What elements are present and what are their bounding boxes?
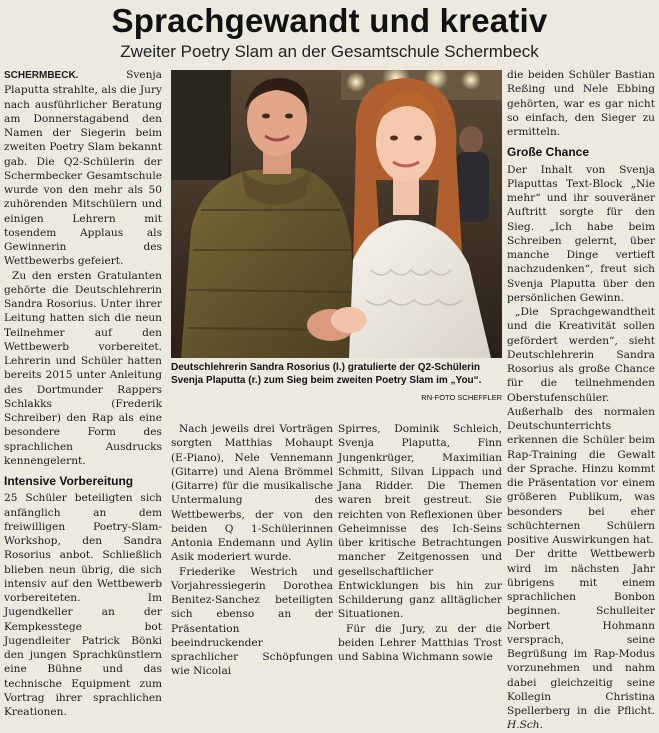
headline: Sprachgewandt und kreativ (111, 2, 548, 39)
paragraph: Für die Jury, zu der die beiden Lehrer Matthias Trost und Sabina Wichmann sowie (338, 622, 502, 663)
article-column-4 (507, 68, 655, 733)
caption-text: Deutschlehrerin Sandra Rosorius (l.) gratulierte der Q2-Schülerin Svenja Plaputta (r.) zum Sieg beim zweiten Poetry Slam im „You“. (171, 362, 482, 386)
subheadline: Zweiter Poetry Slam an der Gesamtschule Schermbeck (120, 42, 539, 61)
paragraph: Nach jeweils drei Vorträgen sorgten Matthias Mohaupt (E-Piano), Nele Vennemann (Gitarre) und Alena Brömmel (Gitarre) für die musikalische Untermalung des Wettbewerbs, der von den beiden Q 1-Schülerinnen Antonia Endemann und Aylin Asik moderiert wurde. (171, 423, 333, 564)
paragraph-text: Der dritte Wettbewerb wird im nächsten Jahr übrigens mit einem sprachlichen Bonbon beginnen. Schulleiter Norbert Hohmann versprach, seine Begrüßung im Rap-Modus vorzunehmen und nahm dabei gleichzeitig seine Kollegin Christina Spellerberg in die Pflicht. (507, 548, 655, 717)
paragraph: Friederike Westrich und Vorjahressiegerin Dorothea Benitez-Sanchez beteiligten sich ebenso an der Präsentation beeindruckender sprachlicher Schöpfungen wie Nicolai (171, 565, 333, 678)
paragraph: Der Inhalt von Svenja Plaputtas Text-Block „Nie mehr“ und ihr souveräner Auftritt sorgte für den Sieg. „Ich habe beim Schreiben gelernt, über manche Dinge vertieft nachzudenken“, freut sich Svenja Plaputta über den persönlichen Gewinn. (507, 163, 655, 304)
paragraph: Zu den ersten Gratulanten gehörte die Deutschlehrerin Sandra Rosorius. Unter ihrer Leitung hatten sich die neun Teilnehmer auf den Wettbewerb vorbereitet. Lehrerin und Schüler hatten bereits 2015 unter Anleitung des Dortmunder Rappers Schlakks (Frederik Schreiber) den Rap als eine besondere Form des sprachlichen Ausdrucks kennengelernt. (4, 269, 162, 467)
photo-caption (171, 361, 502, 404)
paragraph (4, 68, 162, 269)
paragraph-text: Svenja Plaputta strahlte, als die Jury nach ausführlicher Beratung am Donnerstagabend den Namen der Siegerin beim zweiten Poetry Slam bekannt gab. Die Q2-Schülerin der Schermbecker Gesamtschule wurde von den mehr als 50 zuhörenden Mitschülern und einigen Lehrern mit tosendem Applaus als Gewinnerin des Wettbewerbs gefeiert. (4, 69, 162, 268)
paragraph: 25 Schüler beteiligten sich anfänglich an dem freiwilligen Poetry-Slam-Workshop, den Sandra Rosorius anbot. Schließlich blieben neun übrig, die sich intensiv auf den Wettbewerb vorbereiteten. Im Jugendkeller an der Kempkesstege bot Jugendleiter Patrick Bönki den jungen Sprachkünstlern eine Bühne und das technische Equipment zum Vortrag ihrer sprachlichen Kreationen. (4, 492, 162, 718)
dateline: SCHERMBECK. (4, 70, 79, 81)
paragraph: Spirres, Dominik Schleich, Svenja Plaputta, Finn Jungenkrüger, Maximilian Schmitt, Silvan Lippach und Jana Ridder. Die Themen waren breit gestreut. Sie reichten von Reflexionen über Geheimnisse des Ich-Seins über kritische Betrachtungen mancher Zeitgenossen und gesellschaftlicher Entwicklungen bis hin zur Schilderung ganz alltäglicher Situationen. (338, 423, 502, 621)
paragraph: „Die Sprachgewandtheit und die Kreativität sollen gefördert werden“, sieht Deutschlehrerin Sandra Rosorius als große Chance für die teilnehmenden Oberstufenschüler. Außerhalb des normalen Deutschunterrichts erkennen die Schüler beim Rap-Training die Gewalt der Sprache. Hinzu kommt die Präsentation vor einem größeren Publikum, was besonders bei eher schüchternen Schülern positive Auswirkungen hat. (507, 306, 655, 546)
subheading: Große Chance (507, 145, 590, 160)
paragraph: die beiden Schüler Bastian Reßing und Nele Ebbing gehörten, war es gar nicht so einfach, den Sieger zu ermitteln. (507, 69, 655, 138)
article-photo (171, 70, 502, 358)
article-column-3 (338, 422, 502, 664)
article-column-1 (4, 68, 162, 719)
author-initials: H.Sch. (507, 719, 543, 732)
photo-credit: RN-FOTO SCHEFFLER (421, 393, 502, 402)
subheading: Intensive Vorbereitung (4, 474, 134, 488)
paragraph (507, 547, 655, 732)
article-column-2 (171, 422, 333, 679)
